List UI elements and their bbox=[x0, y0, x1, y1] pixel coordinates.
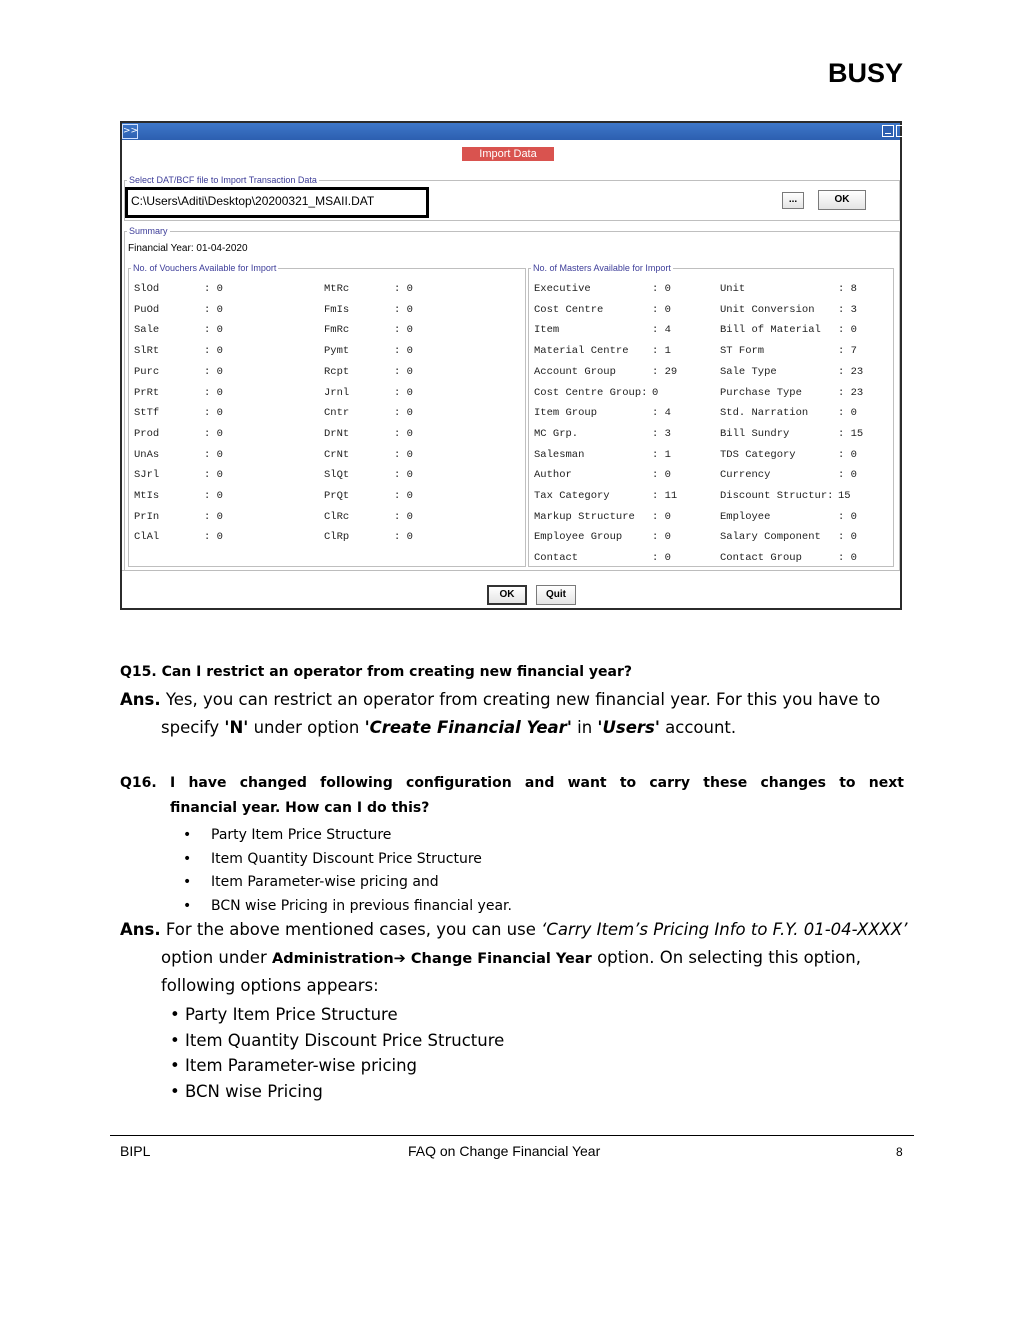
masters-left-name: Material Centre bbox=[534, 345, 629, 358]
masters-left-name: Item Group bbox=[534, 407, 598, 420]
bullet-icon: • bbox=[183, 850, 192, 867]
masters-right-name: TDS Category bbox=[720, 448, 796, 461]
masters-left-name: Salesman bbox=[534, 448, 585, 461]
vouchers-right-name: DrNt bbox=[324, 427, 350, 440]
masters-right-value: 15 bbox=[838, 490, 851, 502]
q16-option-item bbox=[170, 1082, 323, 1101]
vouchers-left-value: : 0 bbox=[204, 365, 223, 378]
q16-bullet-text: Item Quantity Discount Price Structure bbox=[211, 850, 482, 867]
close-icon[interactable] bbox=[896, 125, 902, 137]
q16-option-item bbox=[170, 1005, 398, 1024]
masters-right-value: : 0 bbox=[838, 531, 857, 544]
q15-ans-label: Ans. bbox=[120, 690, 161, 709]
file-select-legend: Select DAT/BCF file to Import Transaction Data bbox=[129, 175, 317, 185]
q16-ans-under: option under bbox=[161, 948, 272, 967]
vouchers-legend: No. of Vouchers Available for Import bbox=[133, 263, 277, 273]
q16-option-text: BCN wise Pricing bbox=[184, 1081, 323, 1101]
import-data-window bbox=[120, 121, 902, 610]
q16-label: Q16. bbox=[120, 775, 157, 791]
q16-question-word: to bbox=[619, 775, 637, 791]
vouchers-right-name: FmIs bbox=[324, 303, 350, 316]
masters-right-value: : 0 bbox=[838, 448, 857, 461]
masters-left-value: : 3 bbox=[652, 427, 671, 440]
q16-question-word: want bbox=[567, 775, 607, 791]
q16-option-text: Party Item Price Structure bbox=[184, 1005, 398, 1024]
bullet-icon: • bbox=[183, 898, 192, 915]
file-path-input[interactable]: C:\Users\Aditi\Desktop\20200321_MSAII.DAT bbox=[125, 187, 429, 218]
vouchers-left-value: : 0 bbox=[204, 303, 223, 316]
q15-answer-line2 bbox=[161, 714, 736, 742]
masters-left-name: Account Group bbox=[534, 365, 616, 378]
vouchers-left-name: StTf bbox=[134, 407, 160, 420]
vouchers-right-name: Rcpt bbox=[324, 365, 350, 378]
masters-left-name: Cost Centre bbox=[534, 303, 604, 316]
page-number: 8 bbox=[896, 1145, 903, 1159]
quit-button[interactable]: Quit bbox=[536, 585, 576, 605]
vouchers-left-value: : 0 bbox=[204, 469, 223, 482]
q16-option-text: Item Parameter-wise pricing bbox=[184, 1056, 418, 1076]
vouchers-right-value: : 0 bbox=[394, 365, 413, 378]
q15-ans-in: in bbox=[571, 718, 598, 737]
masters-right-value: : 8 bbox=[838, 283, 857, 295]
q16-answer-line1 bbox=[120, 916, 907, 944]
masters-right-name: Employee bbox=[720, 510, 771, 523]
q15-answer-line1 bbox=[120, 686, 880, 714]
q16-ans-option-name: ‘Carry Item’s Pricing Info to F.Y. 01-04-XXXX’ bbox=[541, 920, 908, 939]
masters-left-name: MC Grp. bbox=[534, 427, 579, 440]
vouchers-right-value: : 0 bbox=[394, 407, 413, 420]
vouchers-left-name: MtIs bbox=[134, 490, 160, 502]
masters-right-name: Currency bbox=[720, 469, 771, 482]
vouchers-left-value: : 0 bbox=[204, 386, 223, 399]
masters-left-value: : 29 bbox=[652, 365, 678, 378]
vouchers-left-name: ClAl bbox=[134, 531, 160, 544]
masters-left-name: Markup Structure bbox=[534, 510, 635, 523]
masters-left-name: Contact bbox=[534, 552, 579, 565]
masters-left-name: Tax Category bbox=[534, 490, 610, 502]
masters-right-name: Purchase Type bbox=[720, 386, 802, 399]
q16-question-line2: financial year. How can I do this? bbox=[170, 800, 430, 816]
masters-left-value: : 0 bbox=[652, 531, 671, 544]
vouchers-right-value: : 0 bbox=[394, 303, 413, 316]
masters-left-value: : 0 bbox=[652, 510, 671, 523]
q16-bullet-item bbox=[183, 898, 512, 915]
bullet-icon: • bbox=[170, 1005, 185, 1024]
arrow-right-icon: ➔ bbox=[393, 951, 406, 967]
q16-question-word: to bbox=[839, 775, 856, 791]
vouchers-left-value: : 0 bbox=[204, 324, 223, 337]
masters-right-value: : 23 bbox=[838, 386, 864, 399]
minimize-icon[interactable] bbox=[882, 125, 894, 137]
q15-question: Q15. Can I restrict an operator from creating new financial year? bbox=[120, 664, 632, 680]
q16-option-text: Item Quantity Discount Price Structure bbox=[184, 1030, 505, 1050]
vouchers-right-value: : 0 bbox=[394, 510, 413, 523]
masters-left-value: : 0 bbox=[652, 469, 671, 482]
vouchers-left-value: : 0 bbox=[204, 427, 223, 440]
q16-bullet-text: Item Parameter-wise pricing and bbox=[211, 874, 439, 891]
vouchers-right-name: Pymt bbox=[324, 345, 350, 358]
vouchers-left-name: Purc bbox=[134, 365, 160, 378]
masters-right-name: Contact Group bbox=[720, 552, 802, 565]
summary-legend: Summary bbox=[129, 226, 168, 236]
vouchers-right-value: : 0 bbox=[394, 490, 413, 502]
vouchers-right-value: : 0 bbox=[394, 324, 413, 337]
masters-right-name: Sale Type bbox=[720, 365, 777, 378]
q16-question-word: these bbox=[703, 775, 748, 791]
bullet-icon: • bbox=[170, 1056, 185, 1076]
vouchers-left-name: PrIn bbox=[134, 510, 160, 523]
vouchers-right-name: ClRp bbox=[324, 531, 350, 544]
masters-right-name: Discount Structur: bbox=[720, 490, 834, 502]
q16-answer-line3: following options appears: bbox=[161, 976, 379, 995]
ok-top-button[interactable]: OK bbox=[818, 190, 866, 210]
masters-left-value: : 0 bbox=[652, 283, 671, 295]
ok-button[interactable]: OK bbox=[487, 585, 527, 605]
masters-right-value: : 0 bbox=[838, 324, 857, 337]
q15-ans-option: 'Create Financial Year' bbox=[364, 718, 572, 737]
brand-title: BUSY bbox=[827, 58, 903, 88]
footer-divider bbox=[110, 1135, 914, 1136]
masters-right-value: : 3 bbox=[838, 303, 857, 316]
masters-right-value: : 15 bbox=[838, 427, 864, 440]
q16-question-word: next bbox=[868, 775, 904, 791]
q15-ans-text: Yes, you can restrict an operator from creating new financial year. For this you have to bbox=[165, 690, 881, 709]
masters-left-name: Author bbox=[534, 469, 572, 482]
vouchers-right-value: : 0 bbox=[394, 283, 413, 295]
masters-right-name: Unit Conversion bbox=[720, 303, 815, 316]
q16-question-word: carry bbox=[649, 775, 691, 791]
vouchers-right-value: : 0 bbox=[394, 531, 413, 544]
vouchers-right-value: : 0 bbox=[394, 386, 413, 399]
masters-left-name: Item bbox=[534, 324, 560, 337]
vouchers-right-value: : 0 bbox=[394, 448, 413, 461]
vouchers-left-name: PuOd bbox=[134, 303, 160, 316]
masters-right-value: : 23 bbox=[838, 365, 864, 378]
masters-left-name: Cost Centre Group: bbox=[534, 386, 648, 399]
q15-ans-account: account. bbox=[659, 718, 737, 737]
masters-right-value: : 0 bbox=[838, 510, 857, 523]
vouchers-left-name: Sale bbox=[134, 324, 160, 337]
q16-question-word: and bbox=[524, 775, 555, 791]
masters-left-value: : 1 bbox=[652, 448, 671, 461]
vouchers-left-name: SJrl bbox=[134, 469, 160, 482]
q16-bullet-item bbox=[183, 827, 392, 843]
vouchers-right-name: Cntr bbox=[324, 407, 350, 420]
bullet-icon: • bbox=[170, 1081, 185, 1101]
vouchers-left-value: : 0 bbox=[204, 283, 223, 295]
q16-ans-change-fy: Change Financial Year bbox=[405, 951, 592, 967]
q16-option-item bbox=[170, 1031, 504, 1050]
masters-left-name: Employee Group bbox=[534, 531, 623, 544]
q16-question-word: configuration bbox=[406, 775, 512, 791]
browse-button[interactable]: ... bbox=[782, 192, 804, 209]
masters-left-value: : 1 bbox=[652, 345, 671, 358]
masters-right-value: : 7 bbox=[838, 345, 857, 358]
vouchers-right-name: CrNt bbox=[324, 448, 350, 461]
q15-ans-users: 'Users' bbox=[597, 718, 660, 737]
q15-ans-specify: specify bbox=[161, 718, 225, 737]
vouchers-right-value: : 0 bbox=[394, 469, 413, 482]
vouchers-left-name: UnAs bbox=[134, 448, 160, 461]
q16-question-word: following bbox=[320, 775, 393, 791]
q16-question-word: I bbox=[170, 775, 176, 791]
q16-answer-line2 bbox=[161, 944, 861, 973]
vouchers-left-name: SlRt bbox=[134, 345, 160, 358]
vouchers-right-value: : 0 bbox=[394, 427, 413, 440]
masters-right-value: : 0 bbox=[838, 552, 857, 565]
q16-option-item bbox=[170, 1056, 417, 1075]
masters-right-value: : 0 bbox=[838, 469, 857, 482]
vouchers-left-name: PrRt bbox=[134, 386, 160, 399]
masters-right-name: ST Form bbox=[720, 345, 765, 358]
vouchers-right-name: Jrnl bbox=[324, 386, 350, 399]
masters-right-name: Bill Sundry bbox=[720, 427, 790, 440]
vouchers-right-name: MtRc bbox=[324, 283, 350, 295]
q15-ans-under: under option bbox=[248, 718, 365, 737]
masters-left-name: Executive bbox=[534, 283, 591, 295]
masters-legend: No. of Masters Available for Import bbox=[533, 263, 671, 273]
masters-left-value: 0 bbox=[652, 386, 659, 399]
q16-question-word: have bbox=[188, 775, 227, 791]
q16-bullet-text: BCN wise Pricing in previous financial year. bbox=[211, 898, 512, 915]
q16-bullet-item bbox=[183, 874, 439, 891]
masters-right-name: Salary Component bbox=[720, 531, 821, 544]
bullet-icon: • bbox=[183, 827, 192, 843]
vouchers-right-name: SlQt bbox=[324, 469, 350, 482]
q16-question-line1 bbox=[170, 775, 904, 791]
q16-ans-label: Ans. bbox=[120, 920, 161, 939]
q16-bullet-item bbox=[183, 850, 482, 867]
expand-icon[interactable]: >> bbox=[122, 124, 138, 139]
masters-right-name: Unit bbox=[720, 283, 746, 295]
vouchers-left-name: Prod bbox=[134, 427, 160, 440]
window-titlebar bbox=[122, 123, 900, 140]
vouchers-left-value: : 0 bbox=[204, 407, 223, 420]
bullet-icon: • bbox=[170, 1030, 185, 1050]
vouchers-right-name: FmRc bbox=[324, 324, 350, 337]
vouchers-right-name: ClRc bbox=[324, 510, 350, 523]
q15-ans-n: 'N' bbox=[224, 718, 249, 737]
masters-left-value: : 0 bbox=[652, 303, 671, 316]
masters-left-value: : 4 bbox=[652, 324, 671, 337]
bullet-icon: • bbox=[183, 874, 192, 891]
masters-left-value: : 4 bbox=[652, 407, 671, 420]
q16-question-word: changed bbox=[239, 775, 307, 791]
vouchers-right-name: PrQt bbox=[324, 490, 350, 502]
vouchers-left-value: : 0 bbox=[204, 531, 223, 544]
masters-left-value: : 0 bbox=[652, 552, 671, 565]
q16-question-word: changes bbox=[760, 775, 827, 791]
masters-right-value: : 0 bbox=[838, 407, 857, 420]
financial-year-label: Financial Year: 01-04-2020 bbox=[128, 243, 248, 254]
window-divider bbox=[122, 570, 900, 571]
vouchers-left-value: : 0 bbox=[204, 490, 223, 502]
masters-left-value: : 11 bbox=[652, 490, 678, 502]
vouchers-left-name: SlOd bbox=[134, 283, 160, 295]
window-title: Import Data bbox=[462, 147, 554, 161]
q16-ans-text: For the above mentioned cases, you can use bbox=[165, 920, 542, 939]
q16-ans-admin: Administration bbox=[272, 951, 394, 967]
footer-left: BIPL bbox=[120, 1143, 151, 1159]
vouchers-left-value: : 0 bbox=[204, 448, 223, 461]
footer-center: FAQ on Change Financial Year bbox=[408, 1143, 601, 1159]
q16-ans-selecting: option. On selecting this option, bbox=[591, 948, 861, 967]
vouchers-left-value: : 0 bbox=[204, 510, 223, 523]
vouchers-right-value: : 0 bbox=[394, 345, 413, 358]
vouchers-left-value: : 0 bbox=[204, 345, 223, 358]
q16-bullet-text: Party Item Price Structure bbox=[211, 827, 392, 843]
masters-right-name: Std. Narration bbox=[720, 407, 809, 420]
masters-right-name: Bill of Material bbox=[720, 324, 821, 337]
